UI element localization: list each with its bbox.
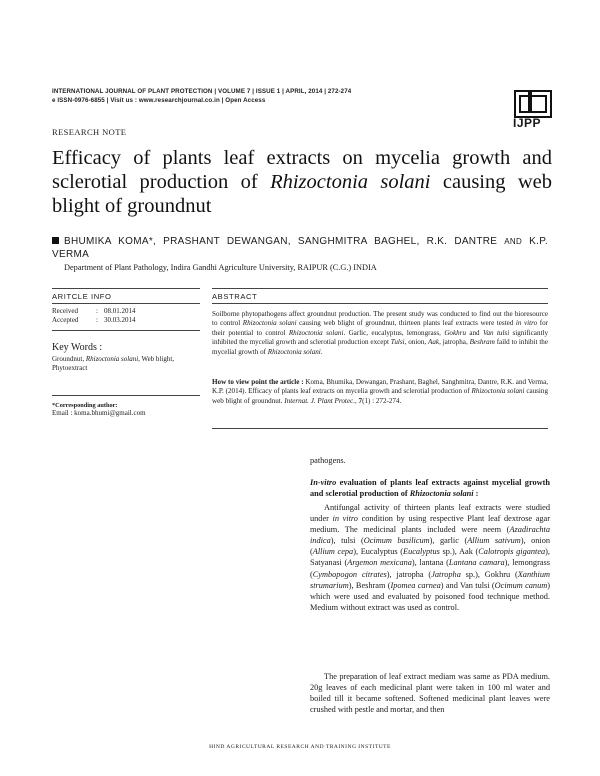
divider xyxy=(212,303,548,304)
author-affiliation: Department of Plant Pathology, Indira Gandhi Agriculture University, RAIPUR (C.G.) INDIA xyxy=(64,263,377,272)
journal-header-line: INTERNATIONAL JOURNAL OF PLANT PROTECTION | VOLUME 7 | ISSUE 1 | APRIL, 2014 | 272-274 xyxy=(52,88,352,95)
accepted-label: Accepted xyxy=(52,316,79,324)
corresponding-email[interactable]: Email : koma.bhumi@gmail.com xyxy=(52,409,146,417)
article-info-heading: ARITCLE INFO xyxy=(52,292,112,301)
accepted-colon: : xyxy=(96,316,98,324)
journal-logo-text: IJPP xyxy=(513,116,542,130)
article-title: Efficacy of plants leaf extracts on mycelia growth and sclerotial production of Rhizoctonia solani causing web blight of groundnut xyxy=(52,147,552,217)
journal-logo-icon xyxy=(514,90,552,118)
journal-issn-line: e ISSN-0976-6855 | Visit us : www.researchjournal.co.in | Open Access xyxy=(52,97,266,104)
divider xyxy=(52,395,200,396)
divider xyxy=(52,330,200,331)
author-list: BHUMIKA KOMA*, PRASHANT DEWANGAN, SANGHMITRA BAGHEL, R.K. DANTRE AND K.P. VERMA xyxy=(52,236,548,260)
author-bullet-icon xyxy=(52,237,59,244)
divider xyxy=(212,428,548,429)
accepted-date: 30.03.2014 xyxy=(104,316,136,324)
received-label: Received xyxy=(52,307,79,315)
section-heading: In-vitro evaluation of plants leaf extracts against mycelial growth and sclerotial production of Rhizoctonia solani : xyxy=(310,478,550,499)
keywords-list: Groundnut, Rhizoctonia solani, Web blight, Phytoextract xyxy=(52,355,175,373)
article-type-label: RESEARCH NOTE xyxy=(52,127,127,137)
body-paragraph: Antifungal activity of thirteen plants leaf extracts were studied under in vitro condition by using respective Plant leaf dextrose agar medium. The medicinal plants included were neem (Azadirachta indica), tulsi (Ocimum basilicum), garlic (Allium sativum), onion (Allium cepa), Eucalyptus (Eucalyptus sp.), Aak (Calotropis gigantea), Satyanasi (Argemon mexicana), lantana (Lantana camara), lemongrass (Cymbopogon citrates), jatropha (Jatropha sp.), Gokhru (Xanthium strumarium), Beshram (Ipomea carnea) and Van tulsi (Ocimum canum) which were used and evaluated by poisoned food technique method. Medium without extract was used as control. xyxy=(310,503,551,612)
abstract-text: Soilborne phytopathogens affect groundnut production. The present study was conducted to find out the bioresource to control Rhizoctonia solani causing web blight of groundnut, thirteen plants leaf extracts were tested in vitro for their potential to control Rhizoctonia solani. Garlic, eucalyptus, lemongrass, Gokhru and Van tulsi significantly inhibited the mycelial growth and sclerotial production except Tulsi, onion, Aak, jatropha, Beshram faild to inhibit the mycelial growth of Rhizoctonia solani. xyxy=(212,310,548,356)
received-colon: : xyxy=(96,307,98,315)
keywords-heading: Key Words : xyxy=(52,342,103,353)
divider xyxy=(52,303,200,304)
body-paragraph: The preparation of leaf extract mediam was same as PDA medium. 20g leaves of each medicinal plant were taken in 100 ml water and boiled till it became softened. Softened medicinal plant leaves were crushed with pestle and mortar, and then xyxy=(310,672,550,715)
citation-block: How to view point the article : Koma, Bhumika, Dewangan, Prashant, Baghel, Sanghmitra, Dantre, R.K. and Verma, K.P. (2014). Efficacy of plants leaf extracts on mycelia growth and sclerotial production of Rhizoctonia solani causing web blight of groundnut. Internat. J. Plant Protec., 7(1) : 272-274. xyxy=(212,378,548,405)
divider xyxy=(212,288,548,289)
page-footer: HIND AGRICULTURAL RESEARCH AND TRAINING INSTITUTE xyxy=(209,744,391,750)
divider xyxy=(52,288,200,289)
abstract-heading: ABSTRACT xyxy=(212,292,258,301)
body-paragraph-continuation: pathogens. xyxy=(310,456,346,465)
corresponding-author-heading: *Corresponding author: xyxy=(52,402,118,409)
received-date: 08.01.2014 xyxy=(104,307,136,315)
